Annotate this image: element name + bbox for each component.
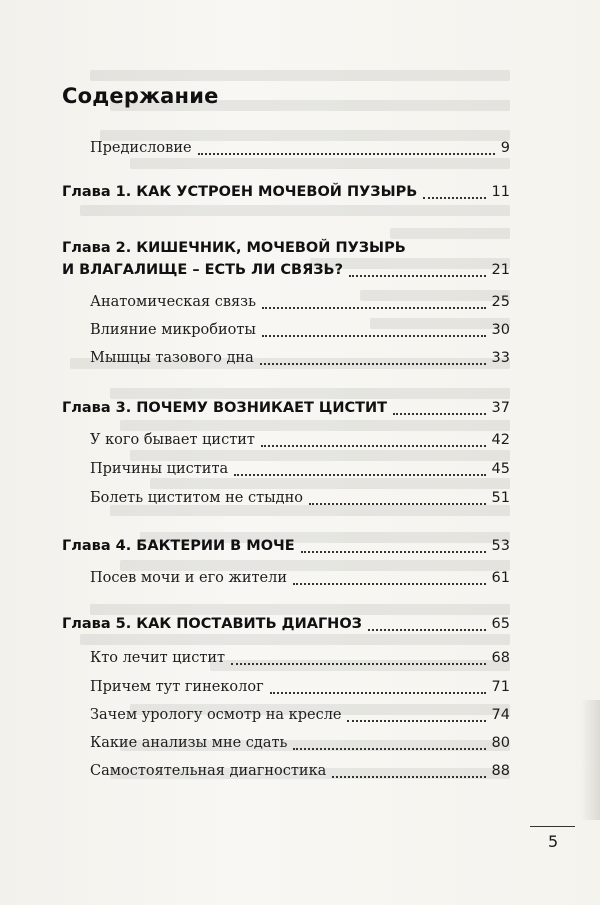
toc-entry-label: Самостоятельная диагностика	[90, 763, 327, 779]
toc-entry-page: 45	[491, 461, 510, 477]
page-number: 5	[548, 832, 559, 851]
toc-entry-preface[interactable]	[90, 136, 510, 160]
toc-entry-page: 42	[491, 432, 510, 448]
toc-entry-chapter-5[interactable]	[62, 612, 510, 636]
toc-entry-label: Кто лечит цистит	[90, 650, 226, 666]
toc-entry-chapter-1[interactable]	[62, 180, 510, 204]
toc-entry-microbiota[interactable]	[90, 318, 510, 342]
leader-dots	[349, 275, 486, 277]
toc-entry-anatomy[interactable]	[90, 290, 510, 314]
page-number-rule	[530, 826, 575, 827]
toc-entry-label: Анатомическая связь	[90, 294, 256, 310]
leader-dots	[261, 445, 486, 447]
toc-entry-page: 33	[491, 350, 510, 366]
leader-dots	[293, 583, 486, 585]
leader-dots	[270, 692, 486, 694]
toc-entry-page: 74	[491, 707, 510, 723]
toc-entry-label: И ВЛАГАЛИЩЕ – ЕСТЬ ЛИ СВЯЗЬ?	[62, 262, 344, 278]
toc-entry-tests[interactable]	[90, 731, 510, 755]
toc-entry-label: Глава 3. ПОЧЕМУ ВОЗНИКАЕТ ЦИСТИТ	[62, 400, 388, 416]
toc-entry-label: Предисловие	[90, 140, 192, 156]
toc-title: Содержание	[62, 84, 219, 108]
leader-dots	[262, 307, 486, 309]
leader-dots	[393, 413, 485, 415]
toc-entry-page: 71	[491, 679, 510, 695]
toc-entry-page: 53	[491, 538, 510, 554]
toc-entry-label: Влияние микробиоты	[90, 322, 256, 338]
leader-dots	[260, 363, 486, 365]
toc-entry-urine-culture[interactable]	[90, 566, 510, 590]
toc-entry-pelvic-floor[interactable]	[90, 346, 510, 370]
toc-entry-page: 80	[491, 735, 510, 751]
toc-entry-page: 21	[491, 262, 510, 278]
toc-entry-gynecologist[interactable]	[90, 675, 510, 699]
toc-entry-chapter-2[interactable]	[62, 258, 510, 282]
toc-entry-page: 68	[491, 650, 510, 666]
toc-entry-urologist-exam[interactable]	[90, 703, 510, 727]
leader-dots	[368, 629, 486, 631]
toc-entry-label: Какие анализы мне сдать	[90, 735, 288, 751]
toc-entry-page: 37	[491, 400, 510, 416]
toc-entry-label: Глава 1. КАК УСТРОЕН МОЧЕВОЙ ПУЗЫРЬ	[62, 184, 418, 200]
toc-entry-label: Глава 5. КАК ПОСТАВИТЬ ДИАГНОЗ	[62, 616, 362, 632]
toc-entry-chapter-3[interactable]	[62, 396, 510, 420]
toc-entry-not-shameful[interactable]	[90, 486, 510, 510]
toc-entry-label: Болеть циститом не стыдно	[90, 490, 303, 506]
toc-entry-page: 88	[491, 763, 510, 779]
toc-entry-label: У кого бывает цистит	[90, 432, 255, 448]
toc-entry-chapter-4[interactable]	[62, 534, 510, 558]
toc-entry-label: Посев мочи и его жители	[90, 570, 287, 586]
leader-dots	[423, 197, 485, 199]
toc-entry-who-gets-cystitis[interactable]	[90, 428, 510, 452]
toc-entry-chapter-2-line1: Глава 2. КИШЕЧНИК, МОЧЕВОЙ ПУЗЫРЬ	[62, 240, 406, 256]
toc-entry-who-treats[interactable]	[90, 646, 510, 670]
leader-dots	[231, 663, 485, 665]
toc-entry-label: Глава 4. БАКТЕРИИ В МОЧЕ	[62, 538, 295, 554]
toc-entry-label: Причем тут гинеколог	[90, 679, 264, 695]
toc-entry-label: Причины цистита	[90, 461, 229, 477]
toc-entry-label: Мышцы тазового дна	[90, 350, 254, 366]
leader-dots	[198, 153, 495, 155]
toc-entry-page: 61	[491, 570, 510, 586]
toc-entry-page: 9	[500, 140, 510, 156]
leader-dots	[301, 551, 486, 553]
toc-entry-page: 30	[491, 322, 510, 338]
leader-dots	[309, 503, 486, 505]
leader-dots	[234, 474, 485, 476]
leader-dots	[332, 776, 485, 778]
toc-entry-causes[interactable]	[90, 457, 510, 481]
toc-entry-page: 11	[491, 184, 510, 200]
leader-dots	[347, 720, 485, 722]
toc-entry-self-diagnosis[interactable]	[90, 759, 510, 783]
page-edge-shadow	[580, 700, 600, 820]
toc-entry-page: 51	[491, 490, 510, 506]
toc-entry-page: 65	[491, 616, 510, 632]
toc-entry-page: 25	[491, 294, 510, 310]
leader-dots	[262, 335, 486, 337]
leader-dots	[293, 748, 485, 750]
toc-entry-label: Зачем урологу осмотр на кресле	[90, 707, 342, 723]
